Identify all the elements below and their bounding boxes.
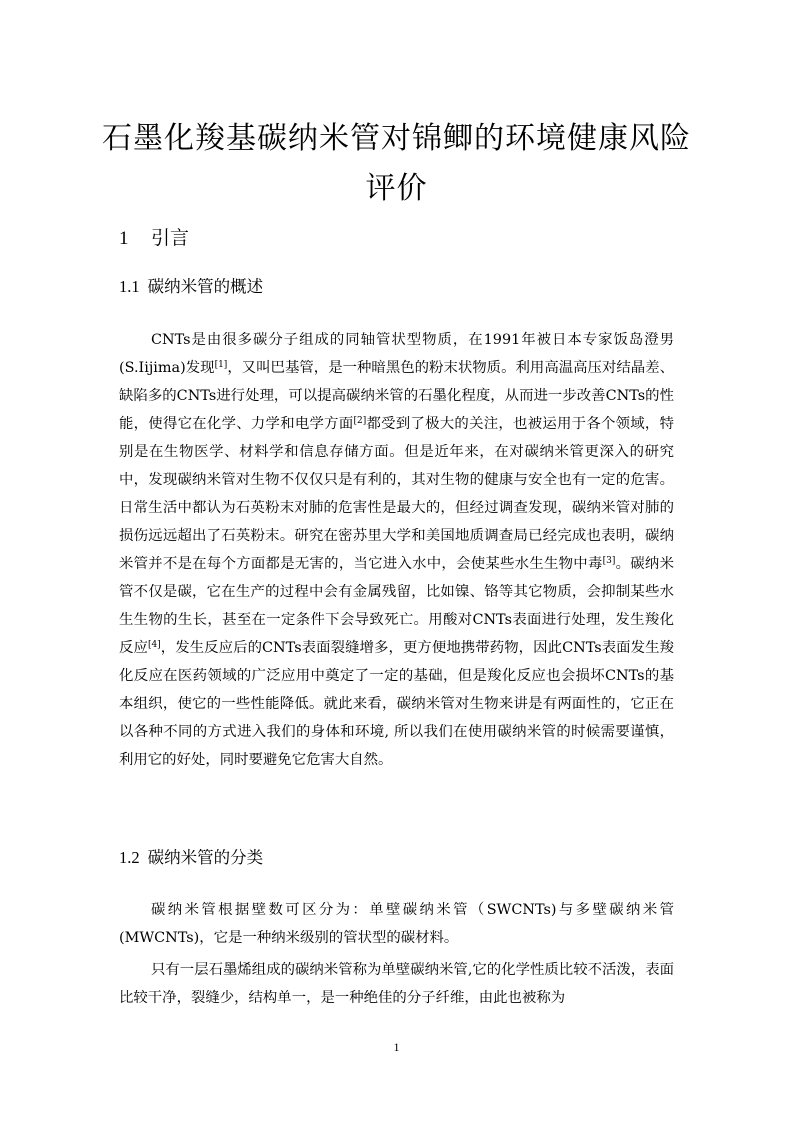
section-number: 1 [119, 228, 129, 249]
subsection-heading-overview [119, 274, 263, 300]
classification-paragraph-1: 碳纳米管根据壁数可区分为：单壁碳纳米管（SWCNTs)与多壁碳纳米管(MWCNTs)，它是一种纳米级别的管状型的碳材料。 [119, 902, 674, 946]
subsection-number: 1.2 [119, 848, 140, 867]
citation-ref: [2] [353, 416, 367, 426]
section-heading-introduction [119, 224, 189, 253]
paragraph-text: 都受到了极大的关注，也被运用于各个领域，特别是在生物医学、材料学和信息存储方面。但是近年来，在对碳纳米管更深入的研究中，发现碳纳米管对生物不仅仅只是有利的，其对生物的健康与安全也有一定的危害。日常生活中都认为石英粉末对肺的危害性是最大的，但经过调查发现，碳纳米管对肺的损伤远远超出了石英粉末。研究在密苏里大学和美国地质调查局已经完成也表明，碳纳米管并不是在每个方面都是无害的，当它进入水中，会使某些水生生物中毒 [119, 416, 674, 572]
classification-paragraph-2: 只有一层石墨烯组成的碳纳米管称为单壁碳纳米管,它的化学性质比较不活泼，表面比较干净，裂缝少，结构单一，是一种绝佳的分子纤维，由此也被称为 [119, 962, 674, 1006]
paragraph-text: ，又叫巴基管，是一种暗黑色的粉末状物质。利用高温高压对结晶差、缺陷多的CNTs进行处理，可以提高碳纳米管的石墨化程度，从而进一步改善CNTs的性能，使得它在化学、力学和电学方面 [119, 360, 674, 432]
subsection-number: 1.1 [119, 277, 140, 296]
citation-ref: [1] [214, 360, 228, 370]
paragraph-text: ，发生反应后的CNTs表面裂缝增多，更方便地携带药物，因此CNTs表面发生羧化反应在医药领域的广泛应用中奠定了一定的基础，但是羧化反应也会损坏CNTs的基本组织，使它的一些性能降低。就此来看，碳纳米管对生物来讲是有两面性的，它正在以各种不同的方式进入我们的身体和环境, 所以我们在使用碳纳米管的时候需要谨慎，利用它的好处，同时要避免它危害大自然。 [119, 640, 674, 768]
page-number: 1 [393, 1040, 400, 1054]
paragraph-text: CNTs是由很多碳分子组成的同轴管状型物质，在1991年被日本专家饭岛澄男(S.Iijima)发现 [119, 332, 674, 376]
paragraph-text: 。碳纳米管不仅是碳，它在生产的过程中会有金属残留，比如镍、铬等其它物质，会抑制某些水生生物的生长，甚至在一定条件下会导致死亡。用酸对CNTs表面进行处理，发生羧化反应 [119, 556, 674, 656]
document-title: 石墨化羧基碳纳米管对锦鲫的环境健康风险评价 [102, 121, 691, 206]
section-title: 引言 [151, 227, 190, 249]
citation-ref: [3] [602, 556, 616, 566]
subsection-title: 碳纳米管的分类 [147, 848, 264, 867]
overview-paragraph [119, 326, 674, 774]
citation-ref: [4] [147, 640, 161, 650]
subsection-title: 碳纳米管的概述 [147, 277, 264, 296]
subsection-heading-classification [119, 845, 263, 871]
